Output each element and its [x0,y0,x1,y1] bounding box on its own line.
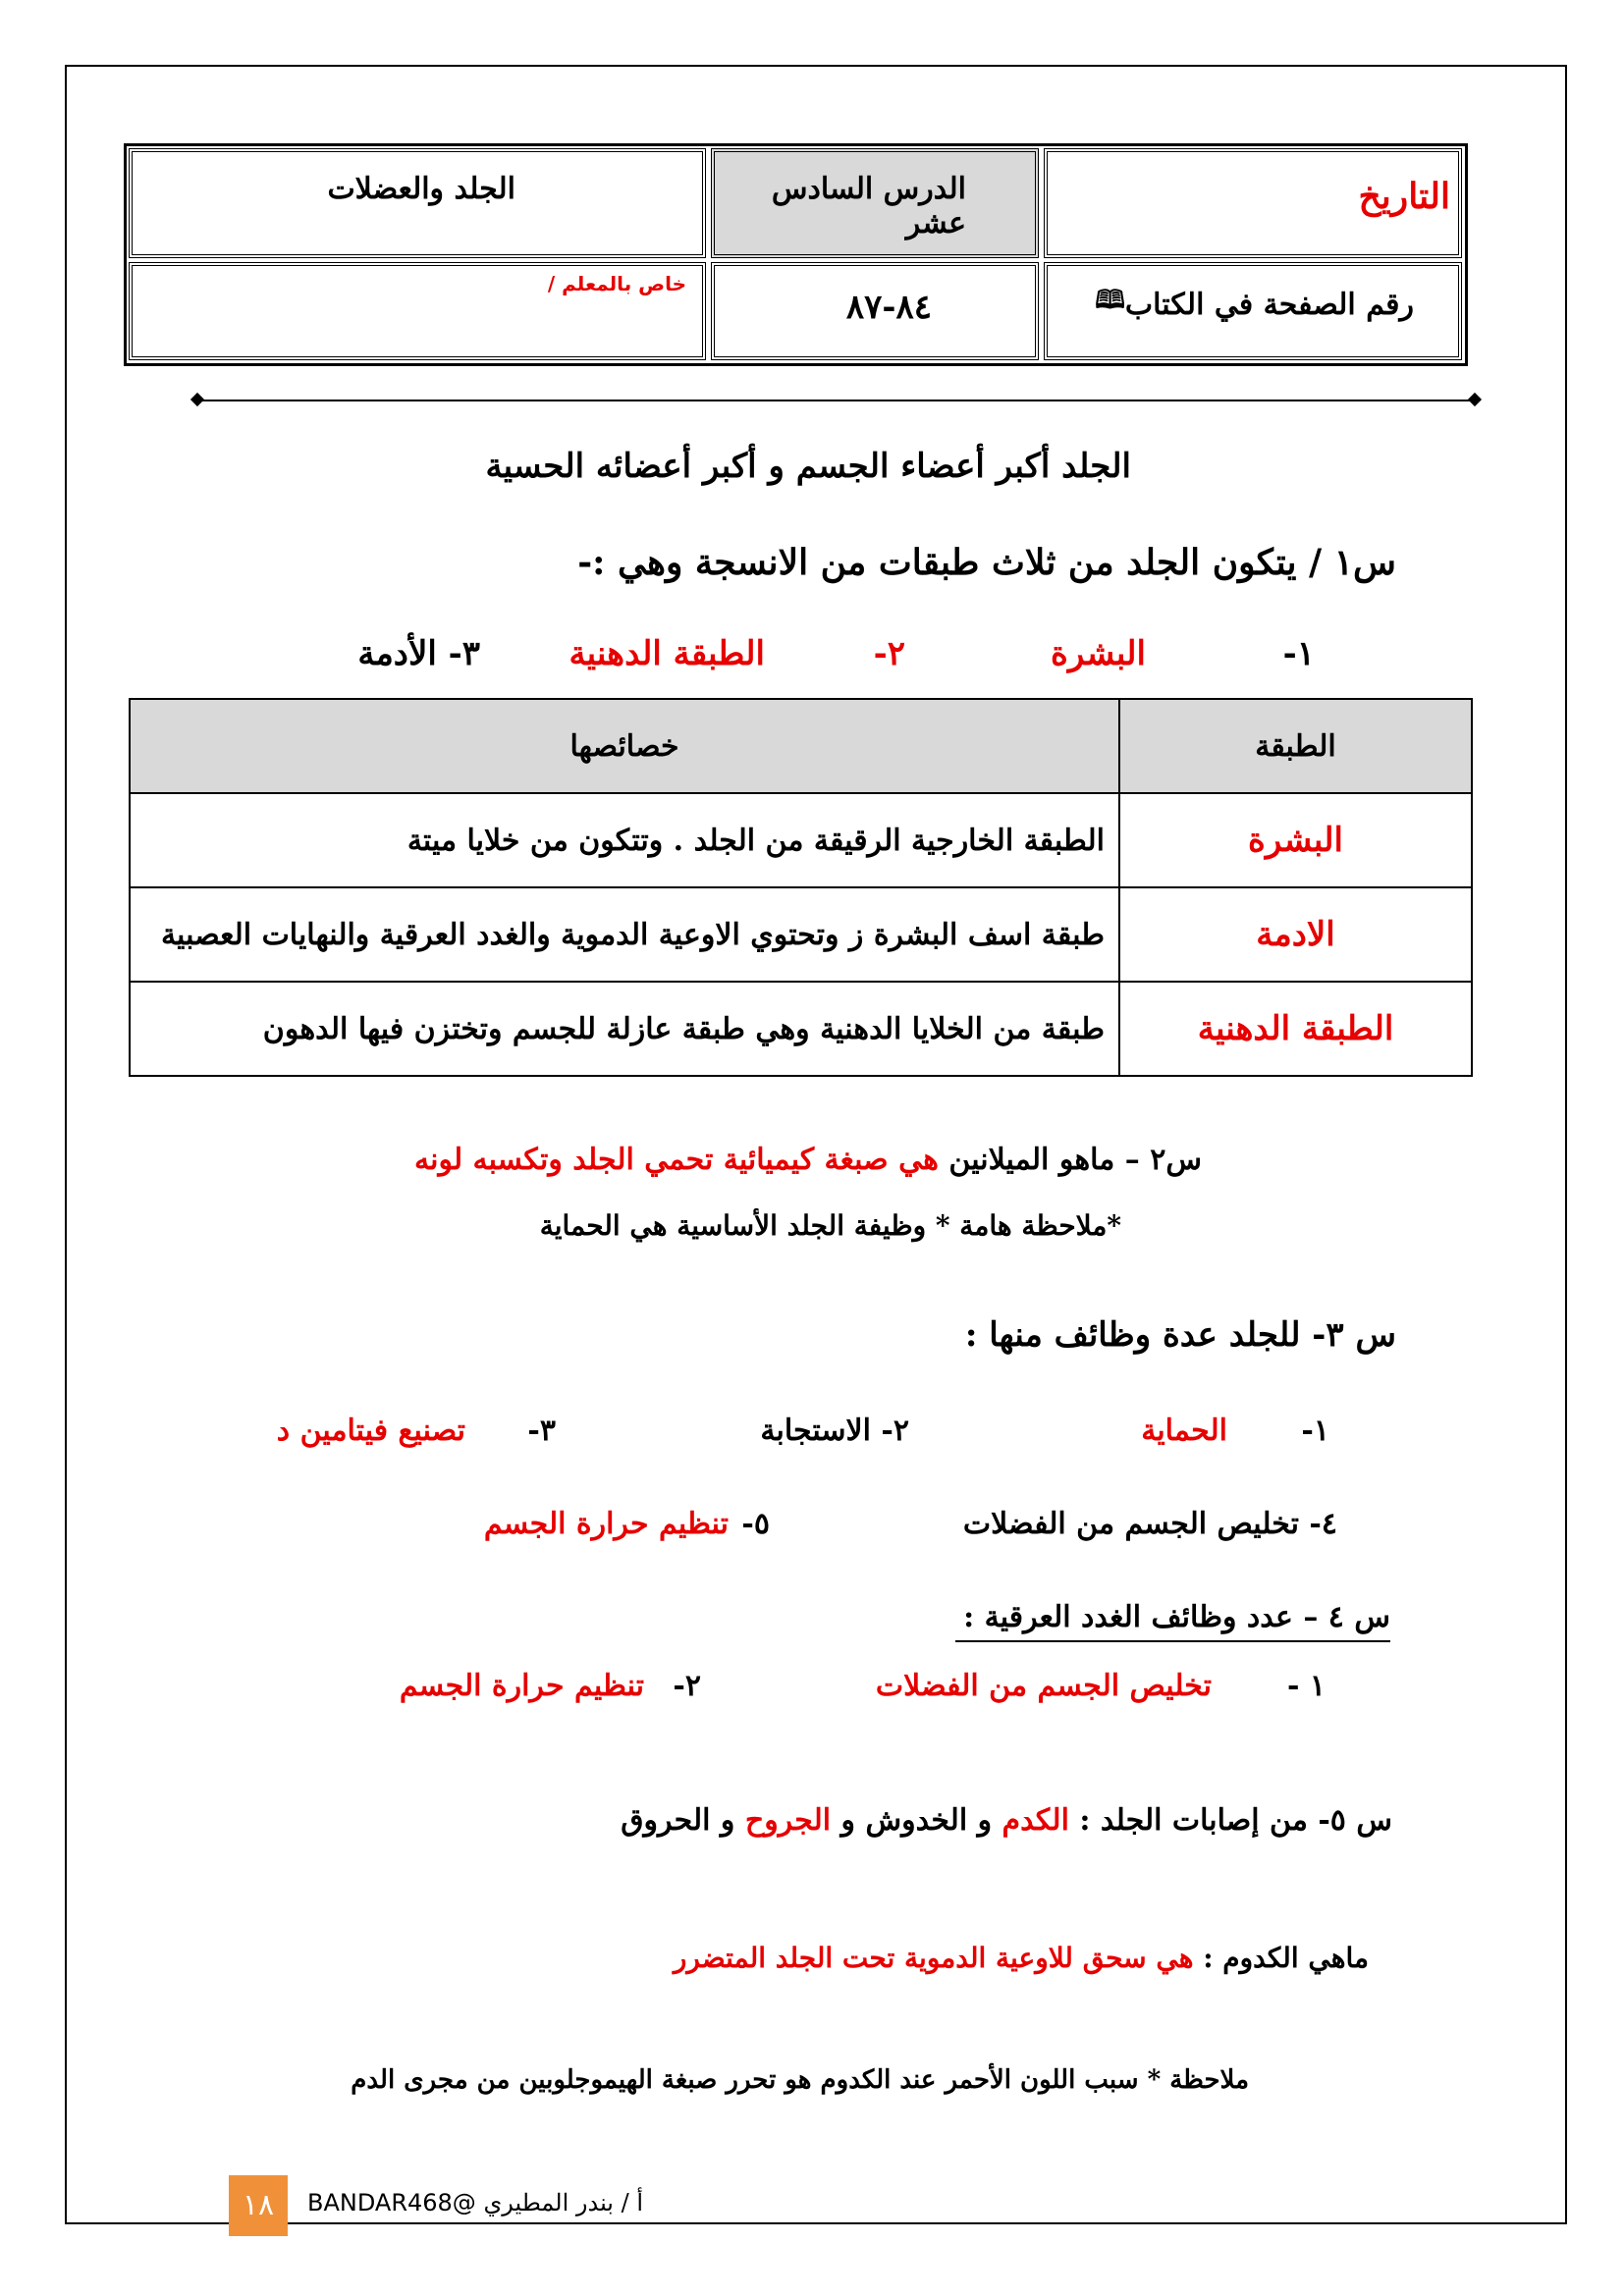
bruise-line [674,1942,1369,1974]
book-icon: 🕮 [1095,286,1125,315]
bruise-answer: هي سحق للاوعية الدموية تحت الجلد المتضرر [673,1942,1194,1974]
q4-title: س ٤ – عدد وظائف الغدد العرقية : [955,1600,1390,1642]
q5-and1: و الخدوش و [840,1803,993,1838]
q5-and2: و الحروق [621,1803,735,1838]
table-row [130,887,1472,982]
table-header-row [130,699,1472,793]
layer-name: الطبقة الدهنية [1119,982,1472,1076]
q1-item1: البشرة [1051,634,1146,673]
pages-value: ٨٤-٨٧ [845,288,932,327]
col-props-header: خصائصها [130,699,1119,793]
table-row [130,982,1472,1076]
q1-num2: ٢- [873,634,905,673]
layers-table [129,698,1473,1077]
q5-line [621,1803,1392,1838]
date-cell [1044,148,1462,258]
q4-num1: ١ - [1286,1669,1326,1703]
layer-desc: طبقة من الخلايا الدهنية وهي طبقة عازلة للجسم وتختزن فيها الدهون [130,982,1119,1076]
q3-num1: ١- [1301,1414,1329,1448]
q3-num5: ٥- [741,1507,770,1541]
col-layer-header: الطبقة [1119,699,1472,793]
q4-num2: ٢- [673,1669,701,1703]
layer-desc: طبقة اسف البشرة ز وتحتوي الاوعية الدموية والغدد العرقية والنهايات العصبية [130,887,1119,982]
q1-item2: الطبقة الدهنية [568,634,765,673]
date-label: التاريخ [1358,176,1450,217]
q3-title: س ٣- للجلد عدة وظائف منها : [964,1315,1396,1355]
q1-item3: ٣- الأدمة [357,634,480,673]
page-label: رقم الصفحة في الكتاب🕮 [1095,286,1414,322]
q3-f2: ٢- الاستجابة [760,1414,909,1448]
table-row [130,793,1472,887]
layer-name: البشرة [1119,793,1472,887]
footer-author: أ / بندر المطيري [483,2189,643,2216]
teacher-cell [129,262,706,360]
layer-name: الادمة [1119,887,1472,982]
q4-f1: تخليص الجسم من الفضلات [875,1669,1212,1703]
q5-prefix: س ٥- من إصابات الجلد : [1079,1803,1392,1838]
footer-credit [307,2189,643,2216]
header-table [124,143,1468,366]
intro-text: الجلد أكبر أعضاء الجسم و أكبر أعضائه الحسية [485,447,1131,486]
page-cell [1044,262,1462,360]
page-number: ١٨ [229,2175,288,2236]
lesson-number: الدرس السادس عشر [771,172,966,240]
q3-num3: ٣- [527,1414,556,1448]
q4-f2: تنظيم حرارة الجسم [399,1669,644,1703]
topic-cell [129,148,706,258]
teacher-label: خاص بالمعلم / [547,272,686,295]
q1-num1: ١- [1282,634,1315,673]
hemoglobin-note: ملاحظة * سبب اللون الأحمر عند الكدوم هو تحرر صبغة الهيموجلوبين من مجرى الدم [351,2065,1249,2095]
q2-question: س٢ – ماهو الميلانين [948,1143,1202,1177]
q5-item1: الكدم [1001,1803,1069,1838]
q2-line [414,1143,1202,1177]
lesson-topic: الجلد والعضلات [327,172,515,206]
layer-desc: الطبقة الخارجية الرقيقة من الجلد . وتتكون من خلايا ميتة [130,793,1119,887]
lesson-cell [711,148,1039,258]
pages-cell [711,262,1039,360]
q3-f4: ٤- تخليص الجسم من الفضلات [962,1507,1337,1541]
q3-f3: تصنيع فيتامين د [276,1414,465,1448]
q5-item2: الجروح [744,1803,832,1838]
divider-line [196,400,1475,401]
q3-f1: الحماية [1141,1414,1227,1448]
q2-note: *ملاحظة هامة * وظيفة الجلد الأساسية هي الحماية [539,1209,1121,1242]
q1-title: س١ / يتكون الجلد من ثلاث طبقات من الانسجة وهي :- [577,542,1396,583]
q3-f5: تنظيم حرارة الجسم [483,1507,729,1541]
q2-answer: هي صبغة كيميائية تحمي الجلد وتكسبه لونه [414,1143,939,1177]
bruise-question: ماهي الكدوم : [1203,1942,1369,1974]
footer-handle: @BANDAR468 [307,2189,476,2216]
